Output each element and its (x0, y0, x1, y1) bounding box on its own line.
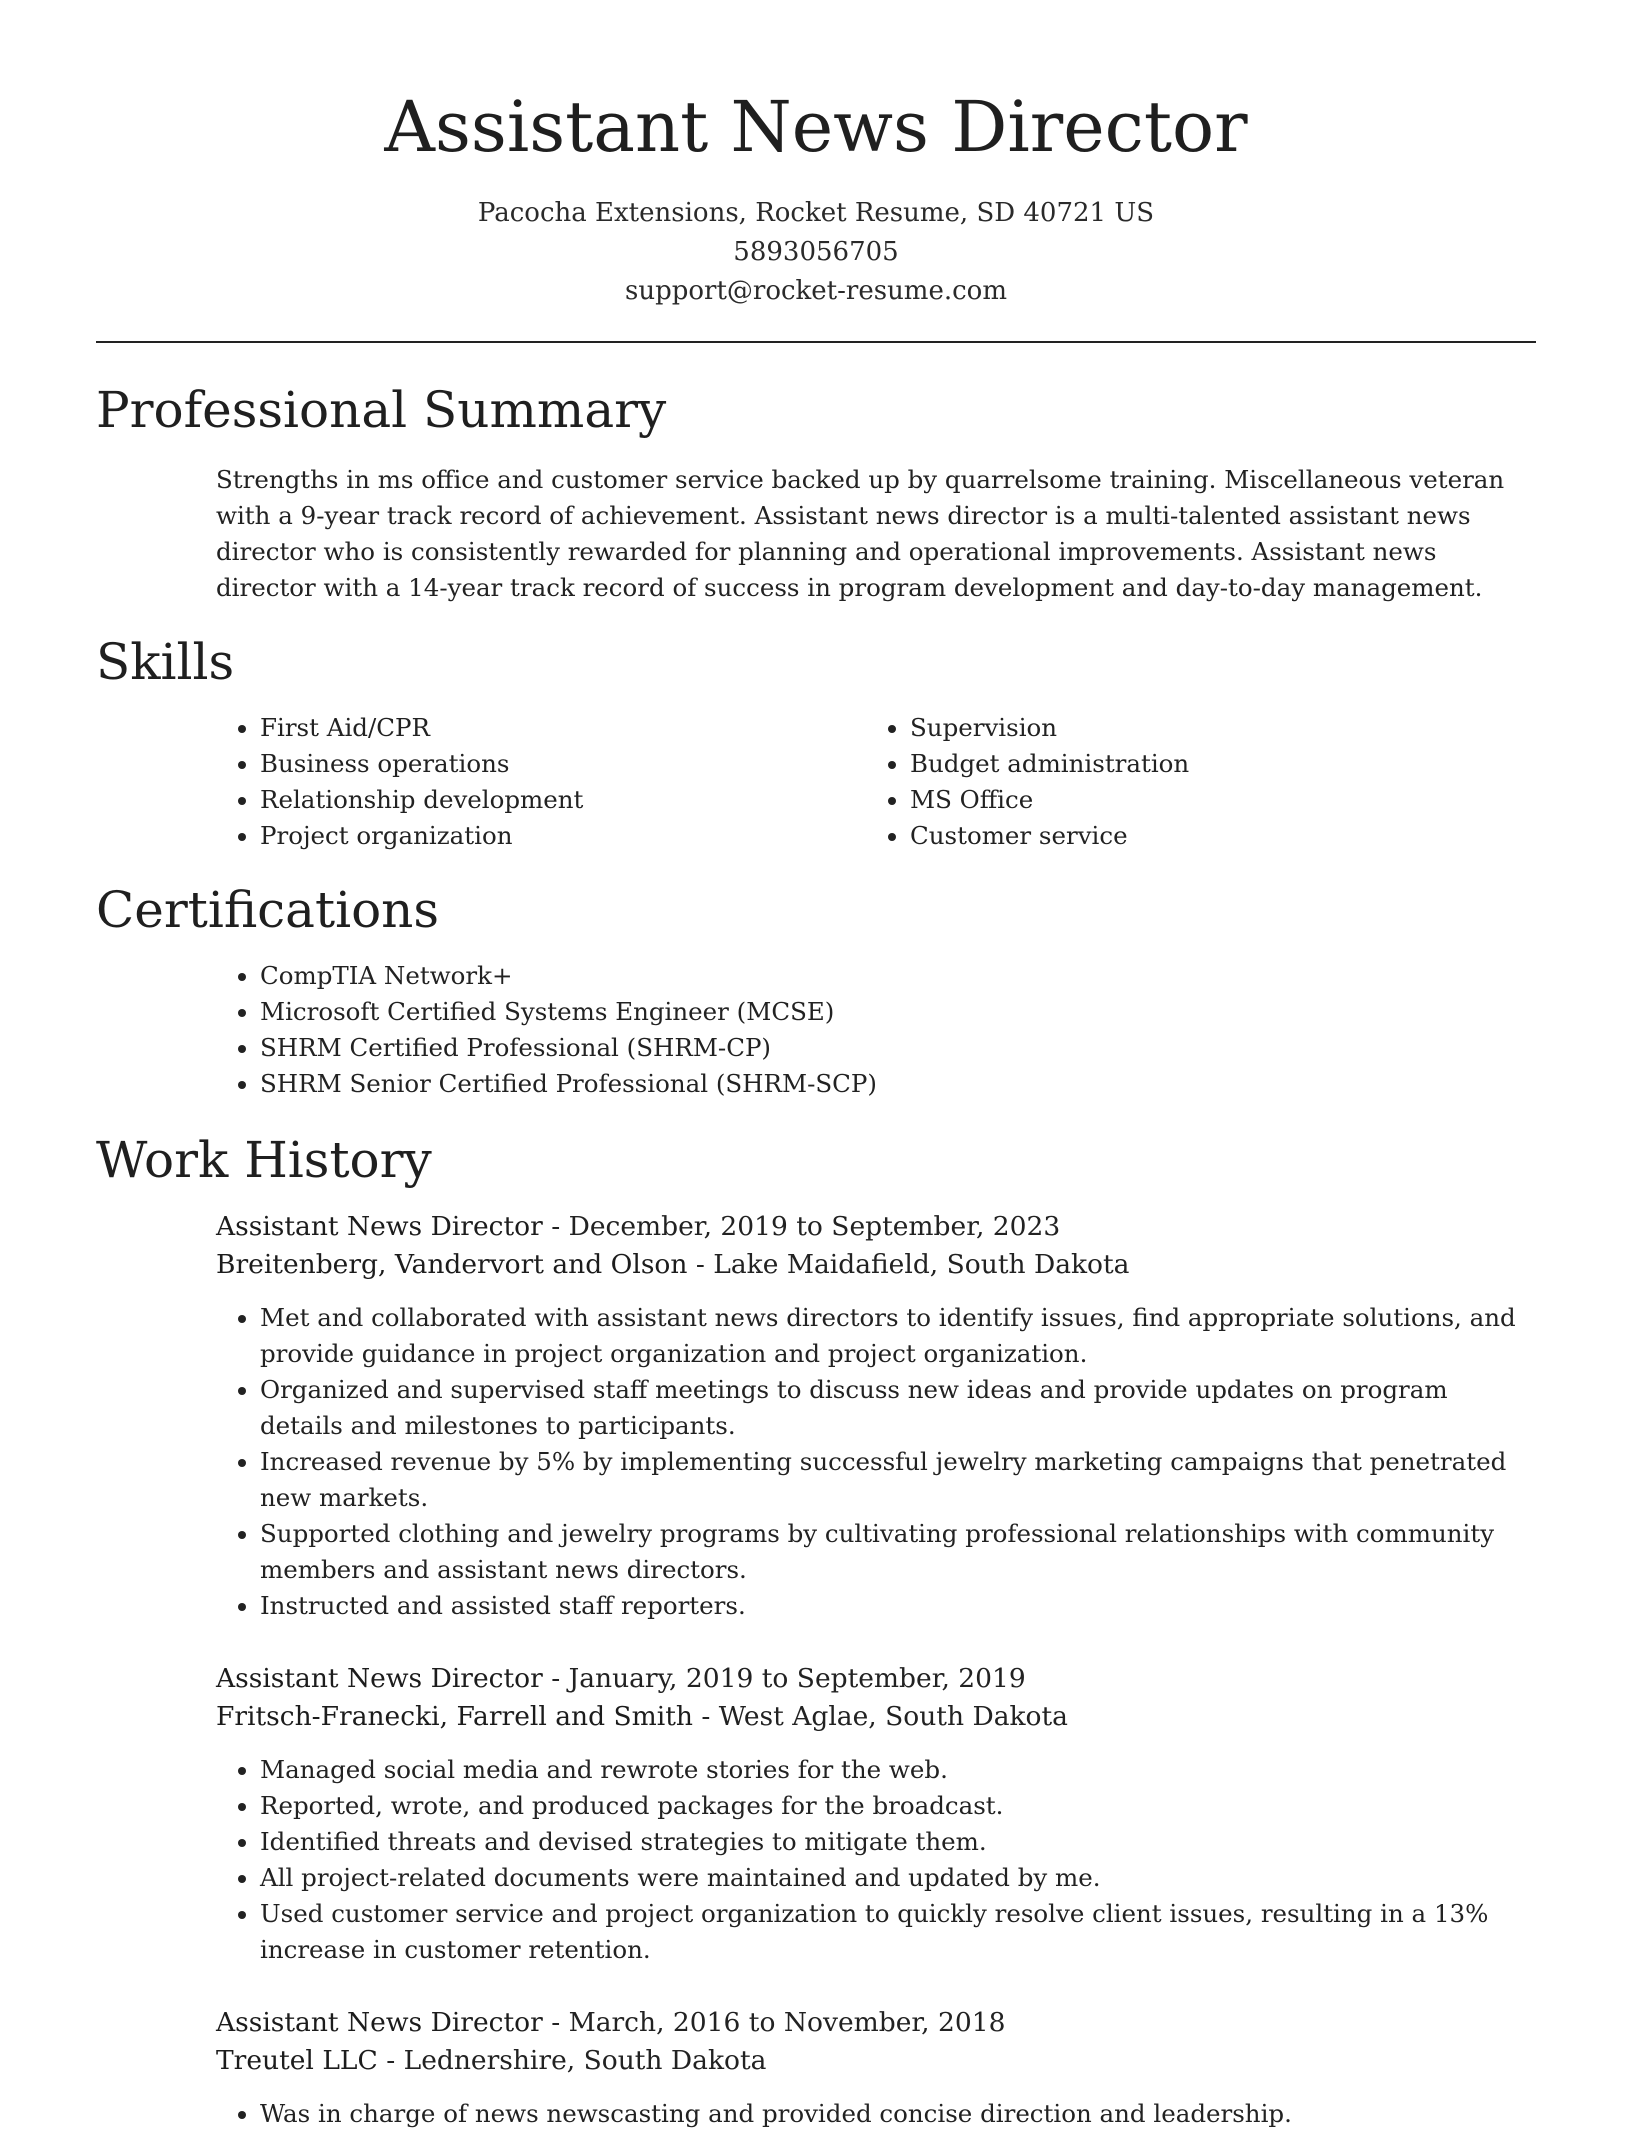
job-bullet: • Met and collaborated with assistant news directors to identify issues, find appropriate solutions, and provide guidance in project organization and project organization. (260, 1300, 1536, 1372)
separator: - (542, 1663, 569, 1694)
job-bullet: • Instructed and assisted staff reporters. (260, 1588, 1536, 1624)
job-bullet: • Increased revenue by 5% by implementing successful jewelry marketing campaigns that penetrated new markets. (260, 1444, 1536, 1516)
job-dates: March, 2016 to November, 2018 (568, 2007, 1006, 2038)
separator: - (542, 1211, 569, 1242)
email: support@rocket-resume.com (624, 276, 1007, 306)
skill-item: • Relationship development (260, 782, 836, 818)
job-title-line (216, 1208, 1536, 1246)
job-title-line (216, 1660, 1536, 1698)
job-bullet: • Supported clothing and jewelry programs by cultivating professional relationships with community members and assistant news directors. (260, 1516, 1536, 1588)
job-bullet: • All project-related documents were maintained and updated by me. (260, 1860, 1536, 1896)
certification-item: • CompTIA Network+ (260, 958, 1216, 994)
skill-item: • MS Office (910, 782, 1486, 818)
contact-block (0, 194, 1632, 311)
separator: - (692, 1701, 719, 1732)
certification-item: • SHRM Certified Professional (SHRM-CP) (260, 1030, 1216, 1066)
separator: - (542, 2007, 569, 2038)
job-bullet: • Identified threats and devised strategies to mitigate them. (260, 1824, 1536, 1860)
job-location: Lednershire, South Dakota (403, 2045, 767, 2076)
job-location: Lake Maidafield, South Dakota (713, 1249, 1130, 1280)
job-company-line (216, 1246, 1536, 1284)
skill-item: • Budget administration (910, 746, 1486, 782)
job-bullet: • Organized and supervised staff meetings to discuss new ideas and provide updates on program details and milestones to participants. (260, 1372, 1536, 1444)
job-company-line (216, 1698, 1536, 1736)
job-dates: January, 2019 to September, 2019 (568, 1663, 1026, 1694)
certifications-list (216, 958, 1216, 1102)
job-company: Treutel LLC (216, 2045, 378, 2076)
job-role: Assistant News Director (216, 1663, 543, 1694)
summary-heading: Professional Summary (96, 381, 667, 439)
job-dates: December, 2019 to September, 2023 (568, 1211, 1061, 1242)
job-entry-1 (216, 1208, 1536, 1624)
skill-item: • First Aid/CPR (260, 710, 836, 746)
certification-item: • SHRM Senior Certified Professional (SHRM-SCP) (260, 1066, 1216, 1102)
skills-heading: Skills (96, 633, 235, 691)
summary-text: Strengths in ms office and customer service backed up by quarrelsome training. Miscellaneous veteran with a 9-year track record of achievement. Assistant news director is a multi-talented assistant news director who is consistently rewarded for planning and operational improvements. Assistant news director with a 14-year track record of success in program development and day-to-day management. (216, 465, 1505, 602)
resume-header (0, 0, 1632, 311)
job-role: Assistant News Director (216, 1211, 543, 1242)
job-company: Fritsch-Franecki, Farrell and Smith (216, 1701, 693, 1732)
job-bullet: • Used customer service and project organization to quickly resolve client issues, resulting in a 13% increase in customer retention. (260, 1896, 1536, 1968)
skills-left-column (216, 710, 836, 854)
job-bullet: • Managed social media and rewrote stories for the web. (260, 1752, 1536, 1788)
phone: 5893056705 (733, 237, 899, 267)
skill-item: • Project organization (260, 818, 836, 854)
job-company-line (216, 2042, 1536, 2080)
skills-right-column (866, 710, 1486, 854)
skill-item: • Supervision (910, 710, 1486, 746)
separator: - (687, 1249, 714, 1280)
job-bullet: • Reported, wrote, and produced packages for the broadcast. (260, 1788, 1536, 1824)
job-bullet: • Was in charge of news newscasting and provided concise direction and leadership. (260, 2096, 1536, 2132)
job-location: West Aglae, South Dakota (718, 1701, 1068, 1732)
skill-item: • Business operations (260, 746, 836, 782)
certification-item: • Microsoft Certified Systems Engineer (MCSE) (260, 994, 1216, 1030)
job-company: Breitenberg, Vandervort and Olson (216, 1249, 688, 1280)
job-entry-3 (216, 2004, 1536, 2132)
work-history-heading: Work History (96, 1131, 432, 1189)
address: Pacocha Extensions, Rocket Resume, SD 40721 US (477, 198, 1155, 228)
separator: - (377, 2045, 404, 2076)
job-title-line (216, 2004, 1536, 2042)
skill-item: • Customer service (910, 818, 1486, 854)
job-role: Assistant News Director (216, 2007, 543, 2038)
candidate-name: Assistant News Director (384, 86, 1248, 168)
certifications-heading: Certifications (96, 881, 440, 939)
header-divider (96, 341, 1536, 343)
job-entry-2 (216, 1660, 1536, 1968)
